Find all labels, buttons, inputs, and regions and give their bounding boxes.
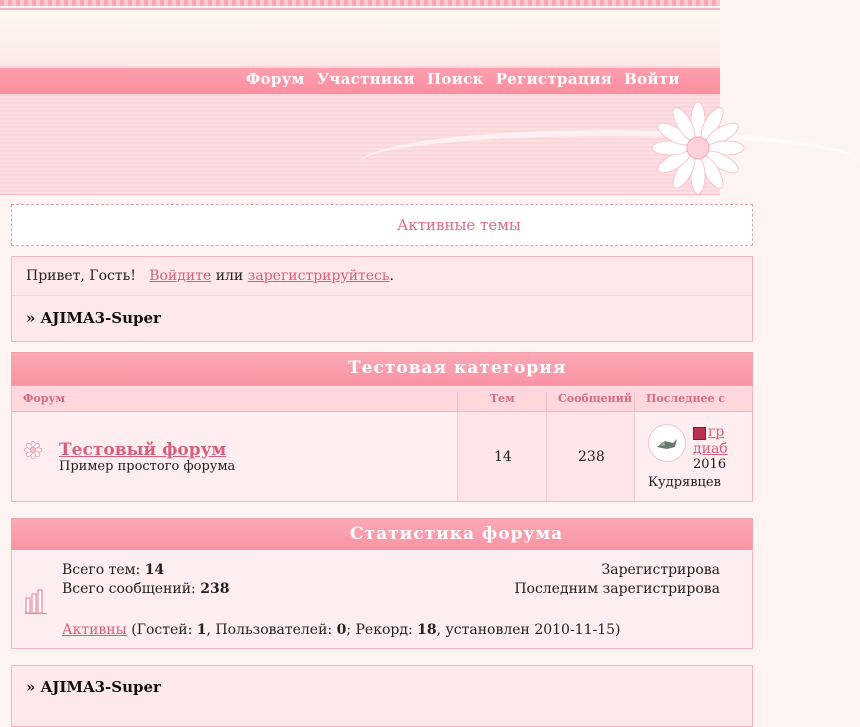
- nav-members[interactable]: Участники: [316, 70, 415, 88]
- footer-breadcrumb-panel: [11, 665, 753, 727]
- bar-chart-icon: [25, 588, 47, 614]
- stats-topics-value: 14: [144, 562, 165, 578]
- greeting-divider: [12, 295, 752, 296]
- breadcrumb: » AJIMA3-Super: [26, 309, 161, 327]
- daisy-icon: [648, 100, 748, 196]
- greeting-or: или: [215, 268, 244, 284]
- stats-posts: Всего сообщений: 238: [62, 581, 230, 597]
- cell-divider: [457, 412, 458, 501]
- last-post-author: Кудрявцев: [648, 475, 721, 490]
- banner-swoosh: [360, 130, 860, 196]
- login-link[interactable]: Войдите: [149, 268, 212, 284]
- active-topics-link[interactable]: Активные темы: [397, 216, 521, 234]
- col-posts: Сообщений: [558, 392, 633, 405]
- greeting-panel: [11, 256, 753, 342]
- forum-row: [11, 412, 753, 502]
- greeting-text: Привет, Гость!: [26, 268, 136, 284]
- cell-divider: [634, 412, 635, 501]
- col-last: Последнее с: [646, 392, 726, 405]
- register-link[interactable]: зарегистрируйтесь: [247, 268, 390, 284]
- forum-flower-icon: [24, 441, 42, 459]
- forum-table-header: [11, 386, 753, 412]
- user-avatar: [648, 424, 686, 462]
- stats-last-registered: Последним зарегистрирова: [514, 581, 720, 597]
- category-header: [11, 352, 753, 386]
- forum-link[interactable]: Тестовый форум: [59, 440, 227, 460]
- header-line: [0, 8, 720, 10]
- stats-online: Активны (Гостей: 1, Пользователей: 0; Рекорд: 18, установлен 2010-11-15): [62, 622, 621, 638]
- last-post-link[interactable]: гр: [708, 424, 725, 440]
- nav-login[interactable]: Войти: [624, 70, 680, 88]
- stats-registered: Зарегистрирова: [601, 562, 720, 578]
- col-forum: Форум: [23, 392, 66, 405]
- header-banner-top: [0, 12, 720, 67]
- nav-search[interactable]: Поиск: [426, 70, 484, 88]
- nav-register[interactable]: Регистрация: [495, 70, 613, 88]
- stats-topics: Всего тем: 14: [62, 562, 165, 578]
- last-post-date: 2016: [693, 457, 727, 472]
- forum-posts-count: 238: [578, 449, 605, 465]
- category-title: Тестовая категория: [348, 358, 567, 378]
- active-topics-box: [11, 204, 753, 246]
- greeting-line: [26, 268, 394, 284]
- stats-posts-value: 238: [200, 581, 230, 597]
- footer-breadcrumb: » AJIMA3-Super: [26, 678, 161, 696]
- last-post-icon: [693, 427, 706, 440]
- stats-panel: [11, 550, 753, 649]
- col-topics: Тем: [490, 392, 515, 405]
- forum-description: Пример простого форума: [59, 459, 236, 474]
- main-nav: [246, 70, 680, 88]
- stats-header: [11, 518, 753, 552]
- header-top-stripe: [0, 0, 720, 6]
- active-users-link[interactable]: Активны: [62, 622, 127, 638]
- cell-divider: [546, 412, 547, 501]
- last-post-link-cont[interactable]: диаб: [693, 441, 728, 457]
- forum-topics-count: 14: [494, 449, 512, 465]
- nav-forum[interactable]: Форум: [246, 70, 305, 88]
- greeting-suffix: .: [389, 268, 394, 284]
- stats-title: Статистика форума: [350, 524, 564, 544]
